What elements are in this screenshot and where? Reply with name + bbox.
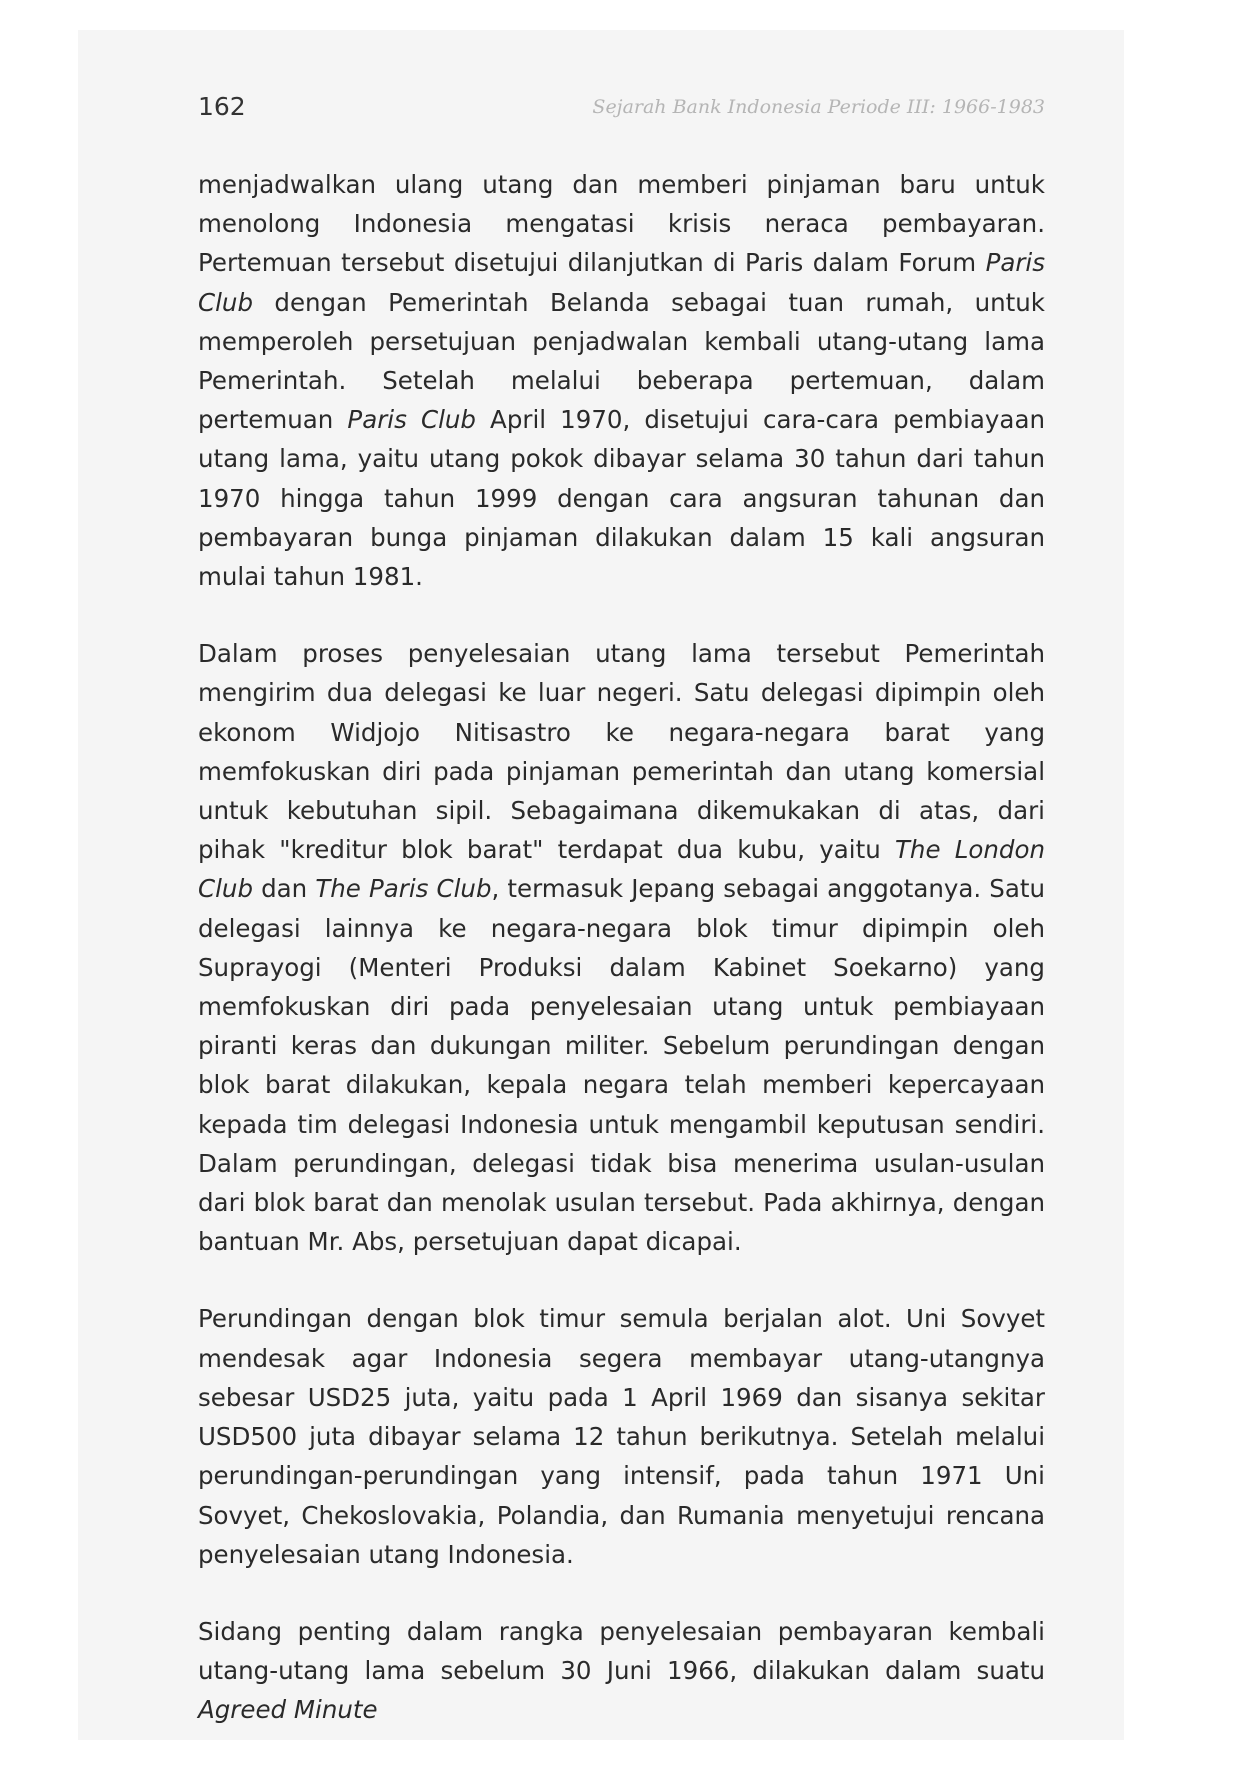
text-run: menjadwalkan ulang utang dan memberi pinjaman baru untuk menolong Indonesia mengatasi krisis neraca pembayaran. Pertemuan tersebut disetujui dilanjutkan di Paris dalam Forum bbox=[198, 170, 1045, 278]
text-run: dengan Pemerintah Belanda sebagai tuan rumah, untuk memperoleh persetujuan penjadwalan kembali utang-utang lama Pemerintah. Setelah melalui beberapa pertemuan, dalam pertemuan bbox=[198, 287, 1045, 435]
page-number: 162 bbox=[198, 92, 246, 121]
running-title: Sejarah Bank Indonesia Periode III: 1966-1983 bbox=[592, 96, 1045, 118]
italic-term: Paris Club bbox=[198, 248, 1045, 317]
text-run: Perundingan dengan blok timur semula berjalan alot. Uni Sovyet mendesak agar Indonesia segera membayar utang-utangnya sebesar USD25 juta, yaitu pada 1 April 1969 dan sisanya sekitar USD500 juta dibayar selama 12 tahun berikutnya. Setelah melalui perundingan-perundingan yang intensif, pada tahun 1971 Uni Sovyet, Chekoslovakia, Polandia, dan Rumania menyetujui rencana penyelesaian utang Indonesia. bbox=[198, 1304, 1045, 1569]
body-text bbox=[198, 165, 1045, 1768]
paragraph-1 bbox=[198, 165, 1045, 596]
text-run: Sidang penting dalam rangka penyelesaian pembayaran kembali utang-utang lama sebelum 30 Juni 1966, dilakukan dalam suatu bbox=[198, 1616, 1045, 1686]
italic-term: The Paris Club bbox=[315, 874, 492, 904]
text-run: , termasuk Jepang sebagai anggotanya. Satu delegasi lainnya ke negara-negara blok timur dipimpin oleh Suprayogi (Menteri Produksi dalam Kabinet Soekarno) yang memfokuskan diri pada penyelesaian utang untuk pembiayaan piranti keras dan dukungan militer. Sebelum perundingan dengan blok barat dilakukan, kepala negara telah memberi kepercayaan kepada tim delegasi Indonesia untuk mengambil keputusan sendiri. Dalam perundingan, delegasi tidak bisa menerima usulan-usulan dari blok barat dan menolak usulan tersebut. Pada akhirnya, dengan bantuan Mr. Abs, persetujuan dapat dicapai. bbox=[198, 874, 1045, 1257]
paragraph-3 bbox=[198, 1299, 1045, 1573]
italic-term: Paris Club bbox=[347, 405, 476, 435]
page-header bbox=[198, 92, 1045, 132]
text-run: April 1970, disetujui cara-cara pembiayaan utang lama, yaitu utang pokok dibayar selama 30 tahun dari tahun 1970 hingga tahun 1999 dengan cara angsuran tahunan dan pembayaran bunga pinjaman dilakukan dalam 15 kali angsuran mulai tahun 1981. bbox=[198, 405, 1045, 592]
paragraph-4 bbox=[198, 1612, 1045, 1730]
paragraph-2 bbox=[198, 634, 1045, 1261]
text-run: Dalam proses penyelesaian utang lama tersebut Pemerintah mengirim dua delegasi ke luar negeri. Satu delegasi dipimpin oleh ekonom Widjojo Nitisastro ke negara-negara barat yang memfokuskan diri pada pinjaman pemerintah dan utang komersial untuk kebutuhan sipil. Sebagaimana dikemukakan di atas, dari pihak "kreditur blok barat" terdapat dua kubu, yaitu bbox=[198, 639, 1045, 865]
text-run: dan bbox=[253, 874, 316, 904]
italic-term: Agreed Minute bbox=[198, 1695, 378, 1725]
italic-term: The London Club bbox=[198, 835, 1045, 904]
